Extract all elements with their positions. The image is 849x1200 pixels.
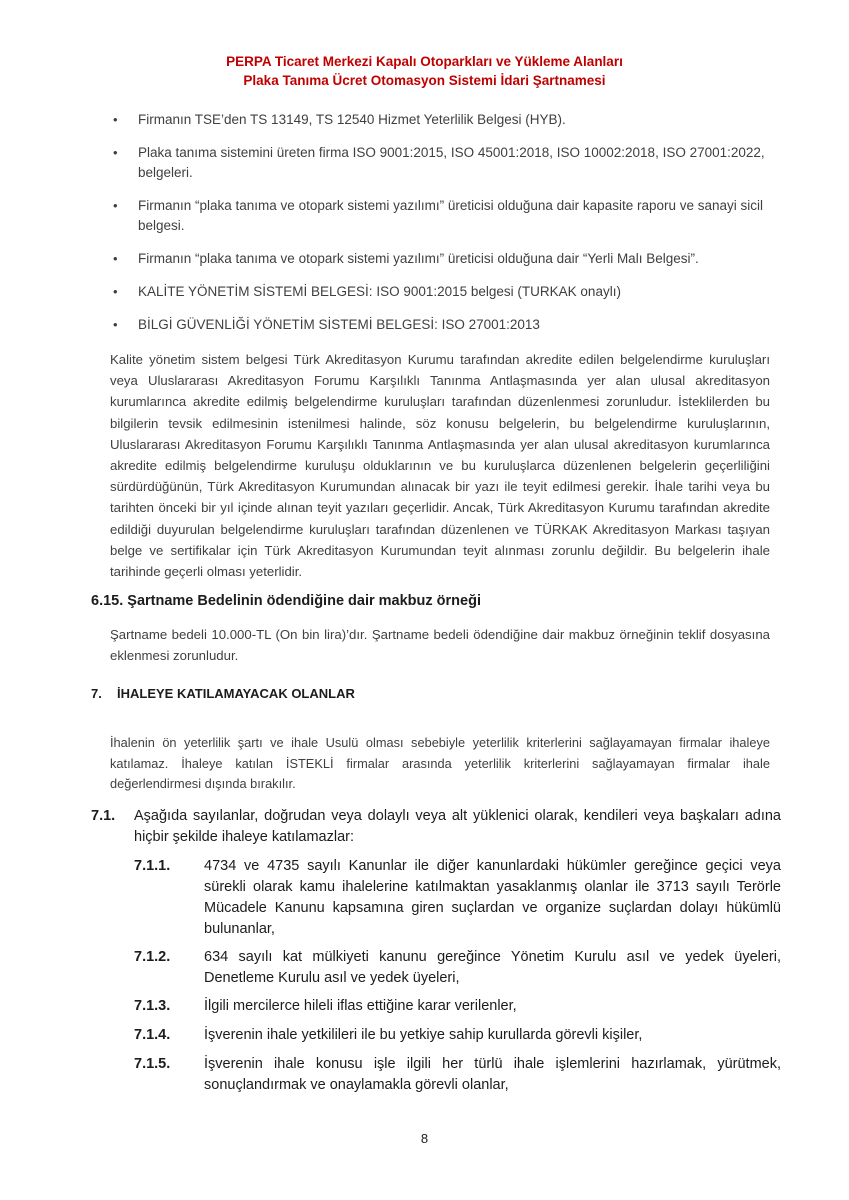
requirements-bullet-list [110, 110, 780, 348]
bullet-text: KALİTE YÖNETİM SİSTEMİ BELGESİ: ISO 9001:2015 belgesi (TURKAK onaylı) [138, 284, 621, 299]
section-7-1 [91, 806, 781, 848]
bullet-icon: • [113, 145, 118, 160]
bullet-item [110, 282, 780, 302]
subitem-label: 7.1.3. [134, 998, 171, 1014]
bullet-item [110, 315, 780, 335]
accreditation-paragraph: Kalite yönetim sistem belgesi Türk Akreditasyon Kurumu tarafından akredite edilen belgelendirme kuruluşları veya Uluslararası Akreditasyon Forumu Karşılıklı Tanınma Antlaşmasında yer alan ulusal akreditasyon kurumlarınca akredite edilmiş belgelendirme kuruluşları tarafından düzenlenmesi zorunludur. İsteklilerden bu bilgilerin tevsik edilmesinin istenilmesi halinde, söz konusu belgelerin, bu belgelendirme kuruluşlarının, Uluslararası Akreditasyon Forumu Karşılıklı Tanınma Antlaşmasında yer alan ulusal akreditasyon kurumlarınca akredite edilmiş belgelendirme kuruluşu olduklarının ve bu kuruluşlarca düzenlenen belgelerin geçerliliğini sürdürdüğünün, Türk Akreditasyon Kurumundan alınacak bir yazı ile teyit edilmesi gerekir. İhale tarihi veya bu tarihten önceki bir yıl içinde alınan teyit yazıları geçerlidir. Ancak, Türk Akreditasyon Kurumu tarafından akredite edildiği duyurulan belgelendirme kuruluşları tarafından düzenlenen ve TÜRKAK Akreditasyon Markası taşıyan belge ve sertifikalar için Türk Akreditasyon Kurumundan teyit alınması zorunlu değildir. Bu belgelerin ihale tarihinde geçerli olması yeterlidir. [110, 352, 770, 580]
subitem-text: İlgili mercilerce hileli iflas ettiğine karar verilenler, [204, 998, 517, 1014]
subitem-text: İşverenin ihale yetkilileri ile bu yetkiye sahip kurullarda görevli kişiler, [204, 1027, 643, 1043]
section-7-1-text: Aşağıda sayılanlar, doğrudan veya dolaylı veya alt yüklenici olarak, kendileri veya başkaları adına hiçbir şekilde ihaleye katılamazlar: [134, 808, 781, 845]
subitem-text: 634 sayılı kat mülkiyeti kanunu gereğince Yönetim Kurulu asıl ve yedek üyeleri, Denetleme Kurulu asıl ve yedek üyeleri, [204, 949, 781, 986]
bullet-text: Firmanın “plaka tanıma ve otopark sistemi yazılımı” üreticisi olduğuna dair “Yerli Malı Belgesi”. [138, 251, 699, 266]
header-line-2: Plaka Tanıma Ücret Otomasyon Sistemi İdari Şartnamesi [243, 73, 606, 88]
bullet-text: Firmanın “plaka tanıma ve otopark sistemi yazılımı” üreticisi olduğuna dair kapasite raporu ve sanayi sicil belgesi. [138, 198, 764, 233]
section-7-text: İhalenin ön yeterlilik şartı ve ihale Usulü olması sebebiyle yeterlilik kriterlerini sağlayamayan firmalar ihaleye katılamaz. İhaleye katılan İSTEKLİ firmalar arasında yeterlilik kriterlerini sağlayamayan firmalar ihale değerlendirmesi dışında bırakılır. [110, 735, 770, 791]
subitem-7-1-4 [134, 1025, 781, 1046]
subitem-7-1-1 [134, 856, 781, 940]
bullet-text: Plaka tanıma sistemini üreten firma ISO 9001:2015, ISO 45001:2018, ISO 10002:2018, ISO 27001:2022, belgeleri. [138, 145, 765, 180]
bullet-icon: • [113, 251, 118, 266]
subitem-7-1-2 [134, 947, 781, 989]
bullet-item [110, 110, 780, 130]
subitem-7-1-5 [134, 1054, 781, 1096]
section-7-1-label: 7.1. [91, 808, 116, 824]
subitem-label: 7.1.1. [134, 858, 171, 874]
subitem-label: 7.1.2. [134, 949, 171, 965]
subitem-text: İşverenin ihale konusu işle ilgili her türlü ihale işlemlerini hazırlamak, yürütmek, sonuçlandırmak ve onaylamakla görevli olanlar, [204, 1056, 781, 1093]
section-7-number: 7. [91, 686, 102, 701]
document-header [0, 52, 849, 90]
header-line-1: PERPA Ticaret Merkezi Kapalı Otoparkları ve Yükleme Alanları [226, 54, 623, 69]
bullet-text: Firmanın TSE’den TS 13149, TS 12540 Hizmet Yeterlilik Belgesi (HYB). [138, 112, 566, 127]
bullet-icon: • [113, 198, 118, 213]
subitem-7-1-3 [134, 996, 781, 1017]
section-6-15-heading: 6.15. Şartname Bedelinin ödendiğine dair makbuz örneği [91, 593, 481, 609]
bullet-item [110, 143, 780, 183]
subitem-label: 7.1.4. [134, 1027, 171, 1043]
subitem-label: 7.1.5. [134, 1056, 171, 1072]
bullet-item [110, 249, 780, 269]
bullet-icon: • [113, 112, 118, 127]
bullet-icon: • [113, 317, 118, 332]
section-7-title: İHALEYE KATILAMAYACAK OLANLAR [117, 686, 355, 701]
bullet-text: BİLGİ GÜVENLİĞİ YÖNETİM SİSTEMİ BELGESİ: ISO 27001:2013 [138, 317, 540, 332]
subitem-text: 4734 ve 4735 sayılı Kanunlar ile diğer kanunlardaki hükümler gereğince geçici veya sürekli olarak kamu ihalelerine katılmaktan yasaklanmış olanlar ile 3713 sayılı Terörle Mücadele Kanunu kapsamına giren suçlardan ve organize suçlardan dolayı hükümlü bulunanlar, [204, 858, 781, 937]
section-6-15-text: Şartname bedeli 10.000-TL (On bin lira)’dır. Şartname bedeli ödendiğine dair makbuz örneğinin teklif dosyasına eklenmesi zorunludur. [110, 627, 770, 664]
bullet-item [110, 196, 780, 236]
section-7-heading [91, 686, 355, 701]
page-number: 8 [420, 1131, 429, 1146]
bullet-icon: • [113, 284, 118, 299]
